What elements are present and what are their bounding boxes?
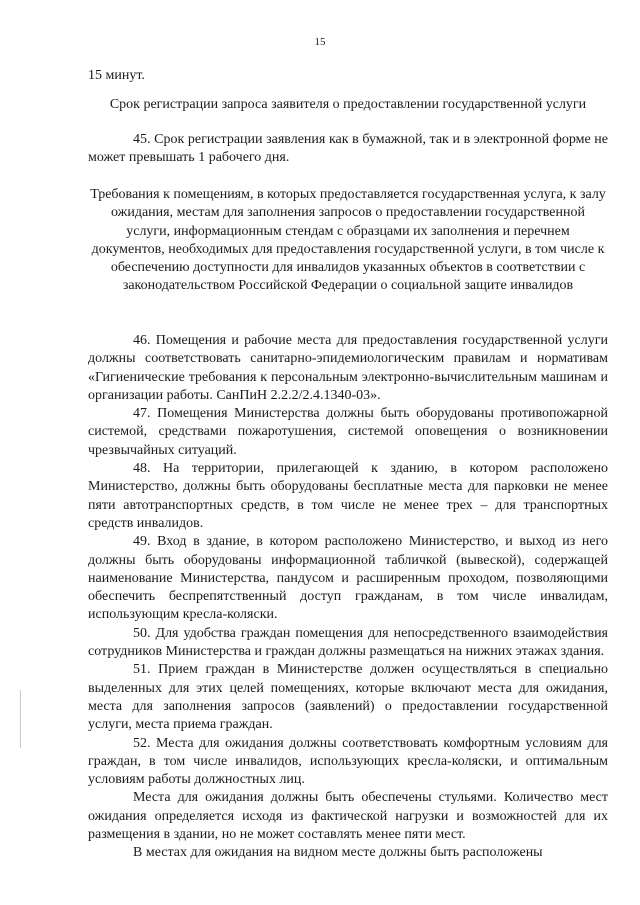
paragraph-51: 51. Прием граждан в Министерстве должен осуществляться в специально выделенных для этих целей помещениях, которые включают места для ожидания, места для заполнения запросов (заявлений) о предоставлении государственной услуги, места приема граждан. bbox=[88, 662, 608, 733]
paragraph-46: 46. Помещения и рабочие места для предоставления государственной услуги должны соответствовать санитарно-эпидемиологическим правилам и нормативам «Гигиенические требования к персональным электронно-вычислительным машинам и организации работы. СанПиН 2.2.2/2.4.1340-03». bbox=[88, 333, 608, 403]
paragraph-50: 50. Для удобства граждан помещения для непосредственного взаимодействия сотрудников Министерства и граждан должны размещаться на нижних этажах здания. bbox=[88, 625, 608, 660]
paragraph-45: 45. Срок регистрации заявления как в бумажной, так и в электронной форме не может превышать 1 рабочего дня. bbox=[88, 132, 608, 166]
paragraph-49: 49. Вход в здание, в котором расположено Министерство, и выход из него должны быть оборудованы информационной табличкой (вывеской), содержащей наименование Министерства, пандусом и расширенным проходом, позволяющими обеспечить беспрепятственный доступ гражданам, в том числе инвалидам, использующим кресла-коляски. bbox=[88, 534, 608, 623]
page-number: 15 bbox=[314, 36, 326, 48]
paragraph-52: 52. Места для ожидания должны соответствовать комфортным условиям для граждан, в том числе инвалидов, использующих кресла-коляски, и оптимальным условиям работы должностных лиц. bbox=[88, 735, 608, 788]
paragraph-waiting-areas: В местах для ожидания на видном месте должны быть расположены bbox=[133, 845, 543, 861]
paragraph-seating: Места для ожидания должны быть обеспечены стульями. Количество мест ожидания определяется исходя из фактической нагрузки и возможностей для их размещения в здании, но не может составлять менее пяти мест. bbox=[88, 790, 608, 843]
heading-premises-requirements: Требования к помещениям, в которых предоставляется государственная услуга, к залу ожидания, местам для заполнения запросов о предоставлении государственной услуги, информационным стендам с образцами их заполнения и перечнем документов, необходимых для предоставления государственной услуги, в том числе к обеспечению доступности для инвалидов указанных объектов в соответствии с законодательством Российской Федерации о социальной защите инвалидов bbox=[90, 187, 606, 294]
margin-scan-mark bbox=[20, 690, 21, 748]
paragraph-45-block bbox=[88, 131, 608, 168]
paragraphs-body bbox=[88, 332, 608, 863]
paragraph-47: 47. Помещения Министерства должны быть оборудованы противопожарной системой, средствами пожаротушения, системой оповещения о возникновении чрезвычайных ситуаций. bbox=[88, 406, 608, 458]
lead-line: 15 минут. bbox=[88, 68, 145, 83]
paragraph-48: 48. На территории, прилегающей к зданию, в котором расположено Министерство, должны быть оборудованы бесплатные места для парковки не менее пяти автотранспортных средств, в том числе не менее трех – для транспортных средств инвалидов. bbox=[88, 461, 608, 531]
heading-registration-term: Срок регистрации запроса заявителя о предоставлении государственной услуги bbox=[109, 97, 587, 112]
